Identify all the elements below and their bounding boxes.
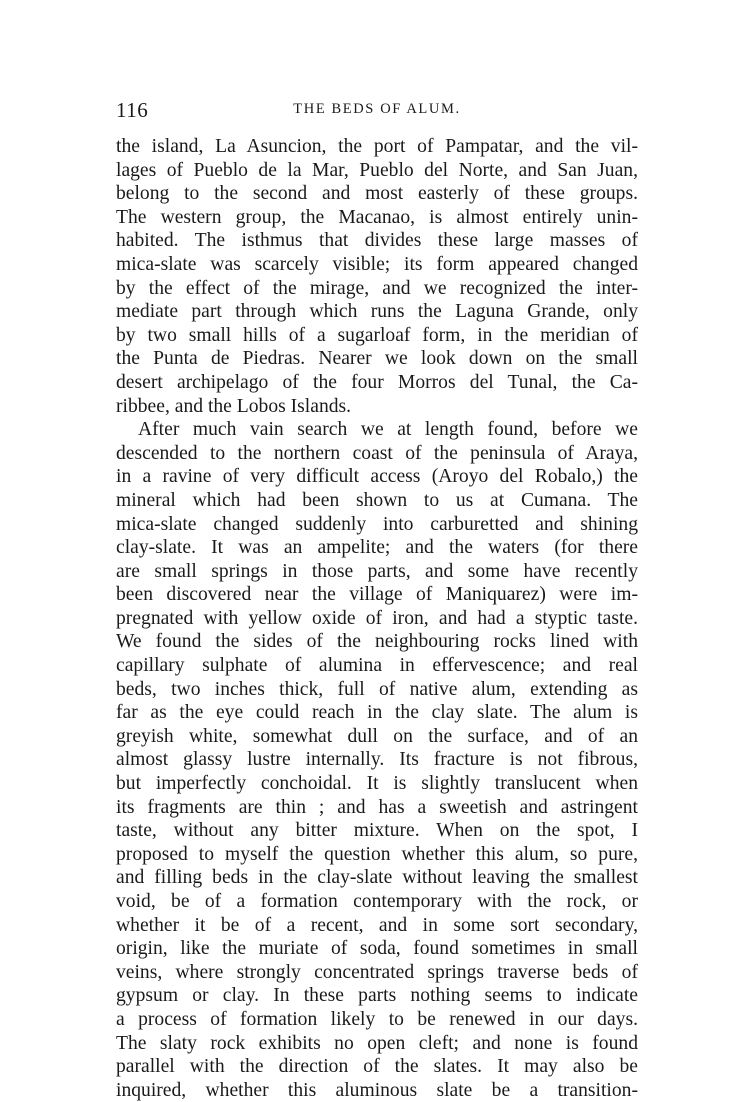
text-line: gypsum or clay. In these parts nothing seems to indicate: [116, 985, 638, 1007]
text-line: pregnated with yellow oxide of iron, and had a styptic taste.: [116, 607, 638, 629]
text-line: almost glassy lustre internally. Its fracture is not fibrous,: [116, 749, 638, 771]
text-line: greyish white, somewhat dull on the surface, and of an: [116, 725, 638, 747]
text-line: inquired, whether this aluminous slate be a transition-: [116, 1079, 638, 1101]
text-line: descended to the northern coast of the peninsula of Araya,: [116, 442, 638, 464]
text-line: belong to the second and most easterly of these groups.: [116, 183, 638, 205]
text-line: but imperfectly conchoidal. It is slightly translucent when: [116, 773, 638, 795]
text-line: capillary sulphate of alumina in effervescence; and real: [116, 655, 638, 677]
text-line: clay-slate. It was an ampelite; and the waters (for there: [116, 537, 638, 559]
text-line: its fragments are thin ; and has a sweetish and astringent: [116, 796, 638, 818]
text-line: mica-slate was scarcely visible; its form appeared changed: [116, 253, 638, 275]
text-line: mineral which had been shown to us at Cumana. The: [116, 489, 638, 511]
text-line: parallel with the direction of the slates. It may also be: [116, 1056, 638, 1078]
text-line: The slaty rock exhibits no open cleft; and none is found: [116, 1032, 638, 1054]
text-line: The western group, the Macanao, is almost entirely unin-: [116, 206, 638, 228]
text-line: beds, two inches thick, full of native alum, extending as: [116, 678, 638, 700]
text-line: the island, La Asuncion, the port of Pampatar, and the vil-: [116, 136, 638, 157]
page-number: 116: [116, 98, 149, 122]
running-title: THE BEDS OF ALUM.: [293, 101, 461, 117]
text-line: are small springs in those parts, and some have recently: [116, 560, 638, 582]
body-text: [116, 135, 638, 1102]
text-line: lages of Pueblo de la Mar, Pueblo del Norte, and San Juan,: [116, 159, 638, 181]
text-line: mediate part through which runs the Laguna Grande, only: [116, 301, 638, 323]
text-line: We found the sides of the neighbouring rocks lined with: [116, 631, 638, 653]
running-head: [116, 98, 638, 128]
text-line: far as the eye could reach in the clay slate. The alum is: [116, 702, 638, 724]
text-line: and filling beds in the clay-slate without leaving the smallest: [116, 867, 638, 889]
text-line: the Punta de Piedras. Nearer we look down on the small: [116, 348, 638, 370]
text-line: veins, where strongly concentrated springs traverse beds of: [116, 961, 638, 983]
text-line: whether it be of a recent, and in some sort secondary,: [116, 914, 638, 936]
text-line: desert archipelago of the four Morros del Tunal, the Ca-: [116, 371, 638, 393]
text-line: After much vain search we at length found, before we: [138, 419, 638, 441]
text-line: void, be of a formation contemporary with the rock, or: [116, 891, 638, 912]
text-line: taste, without any bitter mixture. When on the spot, I: [116, 820, 638, 842]
text-line: mica-slate changed suddenly into carburetted and shining: [116, 513, 638, 535]
text-line: by the effect of the mirage, and we recognized the inter-: [116, 277, 638, 299]
text-line: in a ravine of very difficult access (Aroyo del Robalo,) the: [116, 466, 638, 488]
text-line: origin, like the muriate of soda, found sometimes in small: [116, 938, 638, 960]
text-line: a process of formation likely to be renewed in our days.: [116, 1008, 638, 1030]
text-line: been discovered near the village of Maniquarez) were im-: [116, 584, 638, 606]
text-line: habited. The isthmus that divides these large masses of: [116, 230, 638, 252]
text-line: ribbee, and the Lobos Islands.: [116, 395, 352, 417]
text-line: proposed to myself the question whether this alum, so pure,: [116, 843, 638, 865]
text-line: by two small hills of a sugarloaf form, in the meridian of: [116, 324, 638, 346]
